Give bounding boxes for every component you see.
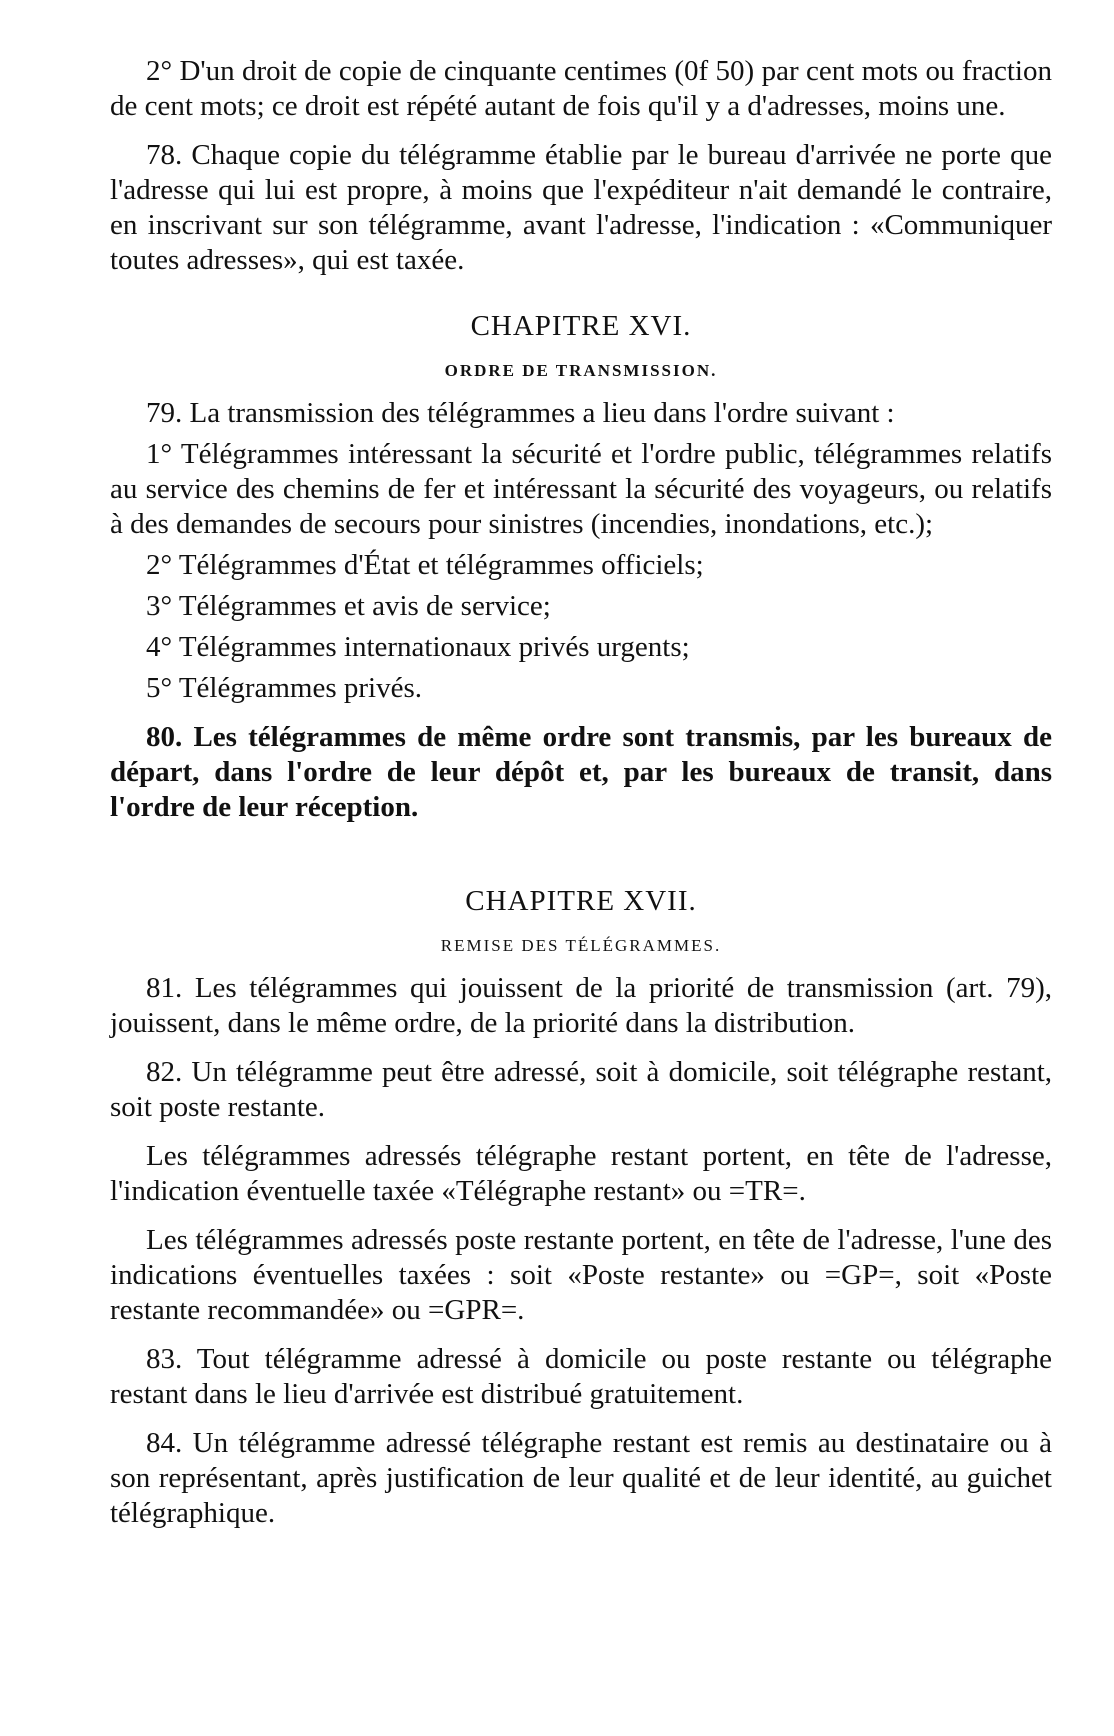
list-item-2: 2° Télégrammes d'État et télégrammes officiels;	[146, 549, 704, 581]
paragraph-80: 80. Les télégrammes de même ordre sont transmis, par les bureaux de départ, dans l'ordre de leur dépôt et, par les bureaux de transit, dans l'ordre de leur réception.	[110, 721, 1052, 823]
paragraph-83: 83. Tout télégramme adressé à domicile ou poste restante ou télégraphe restant dans le lieu d'arrivée est distribué gratuitement.	[110, 1343, 1052, 1410]
list-item-3: 3° Télégrammes et avis de service;	[146, 590, 551, 622]
list-item-1: 1° Télégrammes intéressant la sécurité et l'ordre public, télégrammes relatifs au service des chemins de fer et intéressant la sécurité des voyageurs, ou relatifs à des demandes de secours pour sinistres (incendies, inondations, etc.);	[110, 438, 1052, 540]
paragraph-82-poste-restante: Les télégrammes adressés poste restante portent, en tête de l'adresse, l'une des indications éventuelles taxées : soit «Poste restante» ou =GP=, soit «Poste restante recommandée» ou =GPR=.	[110, 1224, 1052, 1326]
paragraph-copy-fee: 2° D'un droit de copie de cinquante centimes (0f 50) par cent mots ou fraction de cent mots; ce droit est répété autant de fois qu'il y a d'adresses, moins une.	[110, 55, 1052, 122]
paragraph-82-telegraphe-restant: Les télégrammes adressés télégraphe restant portent, en tête de l'adresse, l'indication éventuelle taxée «Télégraphe restant» ou =TR=.	[110, 1140, 1052, 1207]
list-item-5: 5° Télégrammes privés.	[146, 672, 423, 704]
paragraph-84: 84. Un télégramme adressé télégraphe restant est remis au destinataire ou à son représentant, après justification de leur qualité et de leur identité, au guichet télégraphique.	[110, 1427, 1052, 1529]
chapter-17-title: CHAPITRE XVII.	[465, 885, 697, 917]
paragraph-79: 79. La transmission des télégrammes a lieu dans l'ordre suivant :	[146, 397, 895, 429]
chapter-17-subtitle: REMISE DES TÉLÉGRAMMES.	[440, 936, 722, 955]
list-item-4: 4° Télégrammes internationaux privés urgents;	[146, 631, 690, 663]
chapter-16-subtitle: ORDRE DE TRANSMISSION.	[444, 361, 718, 380]
paragraph-81: 81. Les télégrammes qui jouissent de la priorité de transmission (art. 79), jouissent, dans le même ordre, de la priorité dans la distribution.	[110, 972, 1052, 1039]
chapter-16-title: CHAPITRE XVI.	[470, 310, 692, 342]
paragraph-82: 82. Un télégramme peut être adressé, soit à domicile, soit télégraphe restant, soit poste restante.	[110, 1056, 1052, 1123]
paragraph-78: 78. Chaque copie du télégramme établie par le bureau d'arrivée ne porte que l'adresse qui lui est propre, à moins que l'expéditeur n'ait demandé le contraire, en inscrivant sur son télégramme, avant l'adresse, l'indication : «Communiquer toutes adresses», qui est taxée.	[110, 139, 1052, 276]
